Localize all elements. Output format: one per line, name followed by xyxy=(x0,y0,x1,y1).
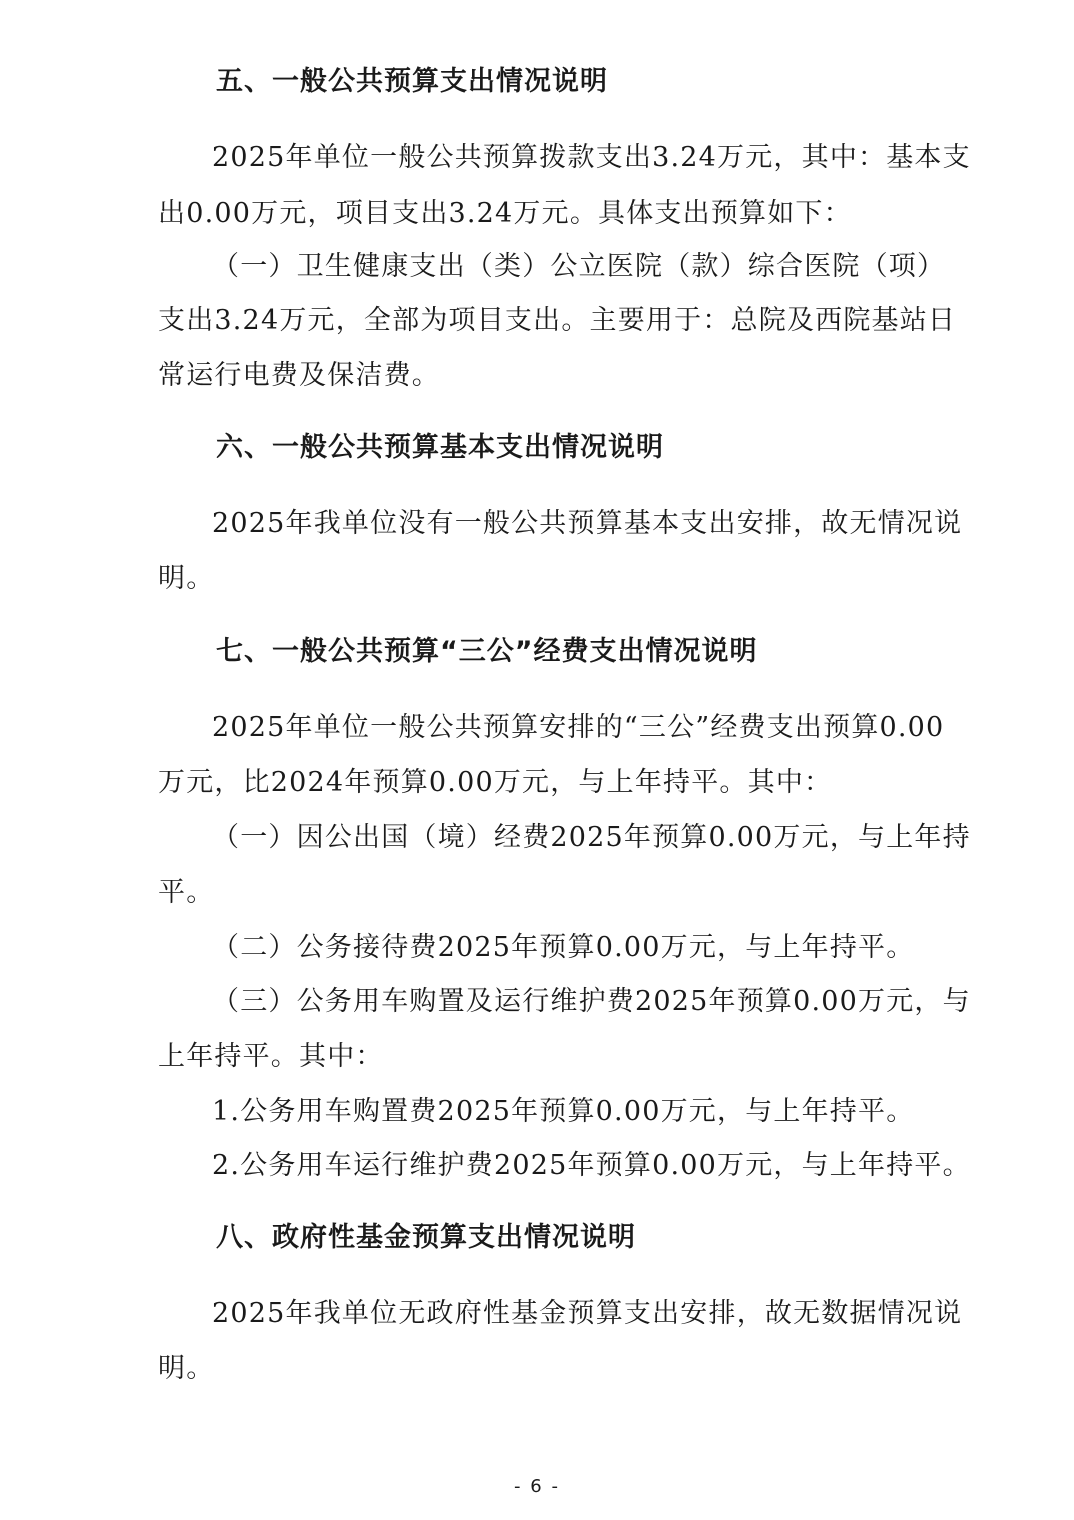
paragraph-line: （一）因公出国（境）经费2025年预算0.00万元，与上年持 xyxy=(212,822,971,853)
paragraph-line: 支出3.24万元，全部为项目支出。主要用于：总院及西院基站日 xyxy=(158,305,957,336)
paragraph-line: 平。 xyxy=(158,877,215,908)
paragraph-line: 2025年单位一般公共预算拨款支出3.24万元，其中：基本支 xyxy=(212,142,971,173)
section-heading-8: 八、政府性基金预算支出情况说明 xyxy=(216,1222,636,1253)
paragraph-line: 2025年单位一般公共预算安排的“三公”经费支出预算0.00 xyxy=(212,712,945,743)
paragraph-line: 2.公务用车运行维护费2025年预算0.00万元，与上年持平。 xyxy=(212,1150,971,1181)
paragraph-line: 明。 xyxy=(158,563,215,594)
paragraph-line: 上年持平。其中： xyxy=(158,1041,384,1072)
section-heading-5: 五、一般公共预算支出情况说明 xyxy=(216,66,608,97)
section-heading-7: 七、一般公共预算“三公”经费支出情况说明 xyxy=(216,636,758,667)
paragraph-line: 明。 xyxy=(158,1353,215,1384)
paragraph-line: 万元，比2024年预算0.00万元，与上年持平。其中： xyxy=(158,767,833,798)
paragraph-line: 常运行电费及保洁费。 xyxy=(158,360,440,391)
section-heading-6: 六、一般公共预算基本支出情况说明 xyxy=(216,432,664,463)
paragraph-line: 出0.00万元，项目支出3.24万元。具体支出预算如下： xyxy=(158,198,852,229)
paragraph-line: （三）公务用车购置及运行维护费2025年预算0.00万元，与 xyxy=(212,986,971,1017)
paragraph-line: 1.公务用车购置费2025年预算0.00万元，与上年持平。 xyxy=(212,1096,915,1127)
paragraph-line: （一）卫生健康支出（类）公立医院（款）综合医院（项） xyxy=(212,251,946,282)
paragraph-line: 2025年我单位没有一般公共预算基本支出安排，故无情况说 xyxy=(212,508,963,539)
page-number: - 6 - xyxy=(514,1476,560,1497)
paragraph-line: （二）公务接待费2025年预算0.00万元，与上年持平。 xyxy=(212,932,915,963)
paragraph-line: 2025年我单位无政府性基金预算支出安排，故无数据情况说 xyxy=(212,1298,963,1329)
